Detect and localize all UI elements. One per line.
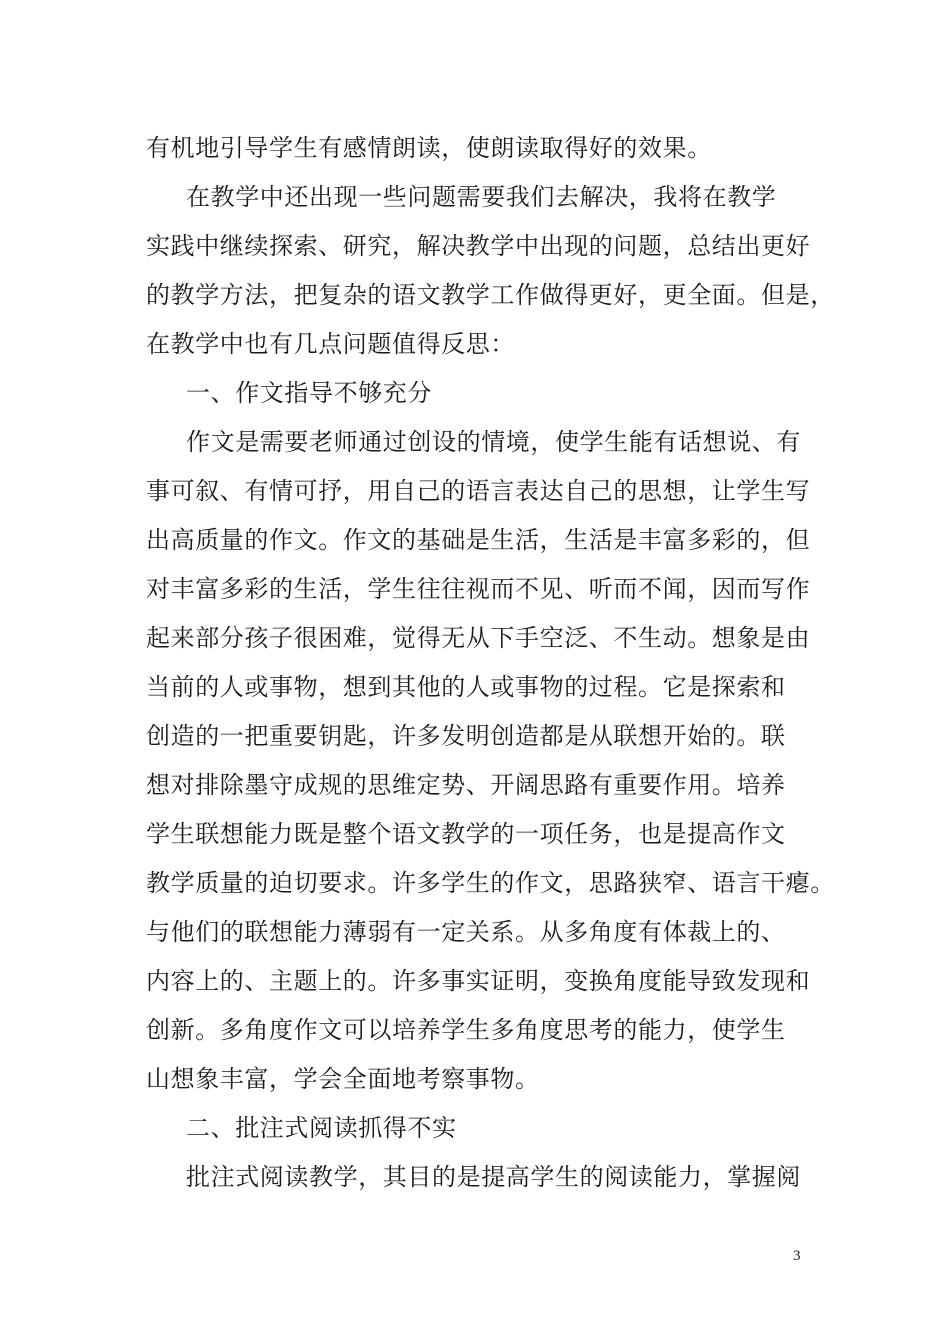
text-line: 出高质量的作文。作文的基础是生活，生活是丰富多彩的，但 xyxy=(146,526,811,554)
body-text xyxy=(146,124,835,1202)
text-line: 有机地引导学生有感情朗读，使朗读取得好的效果。 xyxy=(146,134,712,162)
text-line: 在教学中也有几点问题值得反思： xyxy=(146,330,515,358)
text-line: 内容上的、主题上的。许多事实证明，变换角度能导致发现和 xyxy=(146,967,811,995)
text-line: 教学质量的迫切要求。许多学生的作文，思路狭窄、语言干瘪。 xyxy=(146,869,835,897)
text-line: 的教学方法，把复杂的语文教学工作做得更好，更全面。但是， xyxy=(146,281,835,309)
section-heading-2: 二、批注式阅读抓得不实 xyxy=(186,1114,457,1142)
page-number: 3 xyxy=(793,1248,801,1264)
paragraph-first-line: 在教学中还出现一些问题需要我们去解决，我将在教学 xyxy=(186,183,777,211)
text-line: 实践中继续探索、研究，解决教学中出现的问题，总结出更好 xyxy=(146,232,811,260)
text-line: 学生联想能力既是整个语文教学的一项任务，也是提高作文 xyxy=(146,820,786,848)
paragraph-first-line: 作文是需要老师通过创设的情境，使学生能有话想说、有 xyxy=(186,428,801,456)
text-line: 当前的人或事物，想到其他的人或事物的过程。它是探索和 xyxy=(146,673,786,701)
paragraph-first-line: 批注式阅读教学，其目的是提高学生的阅读能力，掌握阅 xyxy=(186,1163,801,1191)
text-line: 起来部分孩子很困难，觉得无从下手空泛、不生动。想象是由 xyxy=(146,624,811,652)
text-line: 山想象丰富，学会全面地考察事物。 xyxy=(146,1065,540,1093)
text-line: 想对排除墨守成规的思维定势、开阔思路有重要作用。培养 xyxy=(146,771,786,799)
text-line: 事可叙、有情可抒，用自己的语言表达自己的思想，让学生写 xyxy=(146,477,811,505)
text-line: 创新。多角度作文可以培养学生多角度思考的能力，使学生 xyxy=(146,1016,786,1044)
text-line: 与他们的联想能力薄弱有一定关系。从多角度有体裁上的、 xyxy=(146,918,786,946)
text-line: 对丰富多彩的生活，学生往往视而不见、听而不闻，因而写作 xyxy=(146,575,811,603)
text-line: 创造的一把重要钥匙，许多发明创造都是从联想开始的。联 xyxy=(146,722,786,750)
section-heading-1: 一、作文指导不够充分 xyxy=(186,379,432,407)
